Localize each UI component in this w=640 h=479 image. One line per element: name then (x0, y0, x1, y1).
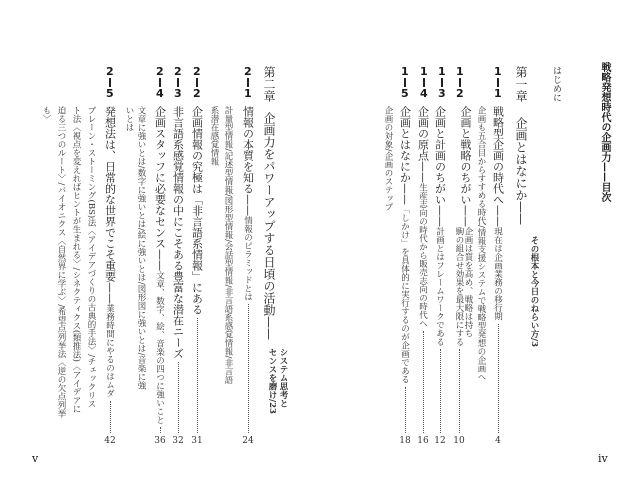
entry-title: 発想法は、日常的な世界でこそ重要—— (103, 106, 117, 304)
entry-detail: 迫る三つのルート〉/バイオニクス〈自然界に学ぶ〉/希望点列挙法〈逆の欠点列挙 (56, 106, 66, 418)
folio-right: iv (598, 452, 608, 465)
section-number-2-1: 2 1 (244, 65, 252, 100)
chapter2-subtitle-line-2: センスを磨け/23 (267, 348, 277, 414)
dot-leader (197, 318, 198, 433)
section-number-1-3: 1 3 (438, 65, 446, 100)
toc-entry-2-2[interactable] (190, 106, 204, 446)
dot-leader (110, 401, 111, 434)
entry-title: 企画スタッフに必要なセンス—— (153, 106, 167, 271)
entry-detail: 計量型情報/記述型情報/図形型情報/会話型情報/非言語系感覚情報/非言語 (223, 106, 233, 384)
section-number-2-2: 2 2 (193, 65, 201, 100)
toc-entry-1-4[interactable] (416, 106, 430, 446)
dot-leader (459, 349, 460, 433)
toc-entry-1-2[interactable] (446, 106, 472, 446)
section-number-1-2: 1 2 (456, 65, 464, 100)
entry-detail: 駒の組合せ効果を最大限にする (454, 227, 464, 346)
entry-title: 企画の原点—— (416, 106, 430, 183)
entry-detail: 文章に強いとは/数字に強いとは/絵に強いとは/図形図に強いとは/音楽に強 (136, 106, 146, 390)
toc-entry-2-4[interactable] (153, 106, 167, 446)
entry-subtitle: 「しかけ」を具体的に実行するのが企画である (399, 205, 410, 384)
intro-entry[interactable]: はじめに (551, 66, 561, 102)
entry-detail: ト法〈視点を変えればヒントが生まれる〉/シネクティクス(類推法)〈アイデアに (71, 106, 81, 413)
entry-subtitle: 業務時間にやるのはムダ (104, 304, 115, 398)
page-number: 12 (434, 436, 446, 446)
dot-leader (440, 349, 441, 433)
entry-detail: 系潜在感覚情報 (209, 106, 219, 166)
chapter1-title[interactable]: 企画とはなにか—— (514, 117, 528, 225)
entry-title: 戦略型企画の時代へ—— (491, 106, 505, 227)
folio-left: v (32, 452, 39, 465)
entry-title: 情報の本質を知る—— (241, 106, 255, 216)
entry-subtitle: 現在は企画業務の移行期 (492, 227, 503, 321)
entry-title: 企画とはなにか—— (398, 106, 412, 205)
entry-title: 非言語系感覚情報の中にこそある豊富な潜在ニーズ (171, 106, 185, 359)
chapter2-subtitle-line-1: システム思考と (278, 348, 288, 408)
chapter1-label: 第一章 (514, 66, 528, 102)
page-number: 32 (172, 436, 184, 446)
page-number: 42 (104, 436, 116, 446)
page-number: 36 (154, 436, 166, 446)
entry-title: 企画と計画のちがい—— (433, 106, 447, 227)
section-number-1-4: 1 4 (420, 65, 428, 100)
section-number-2-3: 2 3 (174, 65, 182, 100)
section-number-2-5: 2 5 (106, 65, 114, 100)
toc-entry-2-5[interactable] (103, 106, 117, 446)
dot-leader (498, 324, 499, 434)
chapter1-subtitle: その根本と今日のねらい方/3 (529, 236, 539, 348)
section-number-2-4: 2 4 (156, 65, 164, 100)
toc-entry-1-3[interactable] (433, 106, 447, 446)
entry-detail: いとは (124, 106, 134, 132)
page-number: 16 (417, 436, 429, 446)
entry-detail: 企画も五合目からすすめる時代/情報支援システムで戦略型発想の企画へ (476, 106, 486, 381)
entry-subtitle: 文章、数字、絵、音楽の四つに強いこと (154, 271, 165, 424)
section-number-1-5: 1 5 (401, 65, 409, 100)
dot-leader (178, 362, 179, 433)
page-number: 4 (495, 436, 501, 446)
entry-title: 企画と戦略のちがい—— (459, 106, 472, 227)
dot-leader (405, 387, 406, 434)
page-number: 24 (242, 436, 254, 446)
dot-leader (160, 427, 161, 433)
entry-detail: も〉 (41, 106, 51, 123)
section-number-1-1: 1 1 (494, 65, 502, 100)
toc-entry-2-3[interactable] (171, 106, 185, 446)
toc-entry-1-5[interactable] (398, 106, 412, 446)
toc-entry-1-1[interactable] (491, 106, 505, 446)
book-title: 戦略発想時代の企画力——目次 (599, 62, 610, 202)
chapter2-label: 第二章 (262, 66, 276, 102)
entry-subtitle: 計画とはフレームワークである (434, 227, 445, 346)
dot-leader (248, 304, 249, 433)
page-number: 10 (453, 436, 465, 446)
entry-subtitle: 企画は質を高め、戦略は持ち (463, 227, 473, 338)
entry-subtitle: 生産志向の時代から販売志向の時代へ (417, 183, 428, 328)
entry-detail: ブレーン・ストーミング(BS)法〈アイデアづくりの古典的手法〉/チェックリス (86, 106, 96, 409)
page-number: 18 (399, 436, 411, 446)
entry-title: 企画情報の究極は「非言語系情報」にある (190, 106, 204, 315)
chapter2-title[interactable]: 企画力をパワーアップする日頃の活動—— (262, 112, 276, 340)
toc-entry-2-1[interactable] (241, 106, 255, 446)
entry-subtitle: 情報のピラミッドとは (242, 216, 253, 301)
entry-detail: 企画の対象/企画のステップ (383, 106, 393, 211)
dot-leader (423, 331, 424, 434)
page-number: 31 (191, 436, 203, 446)
